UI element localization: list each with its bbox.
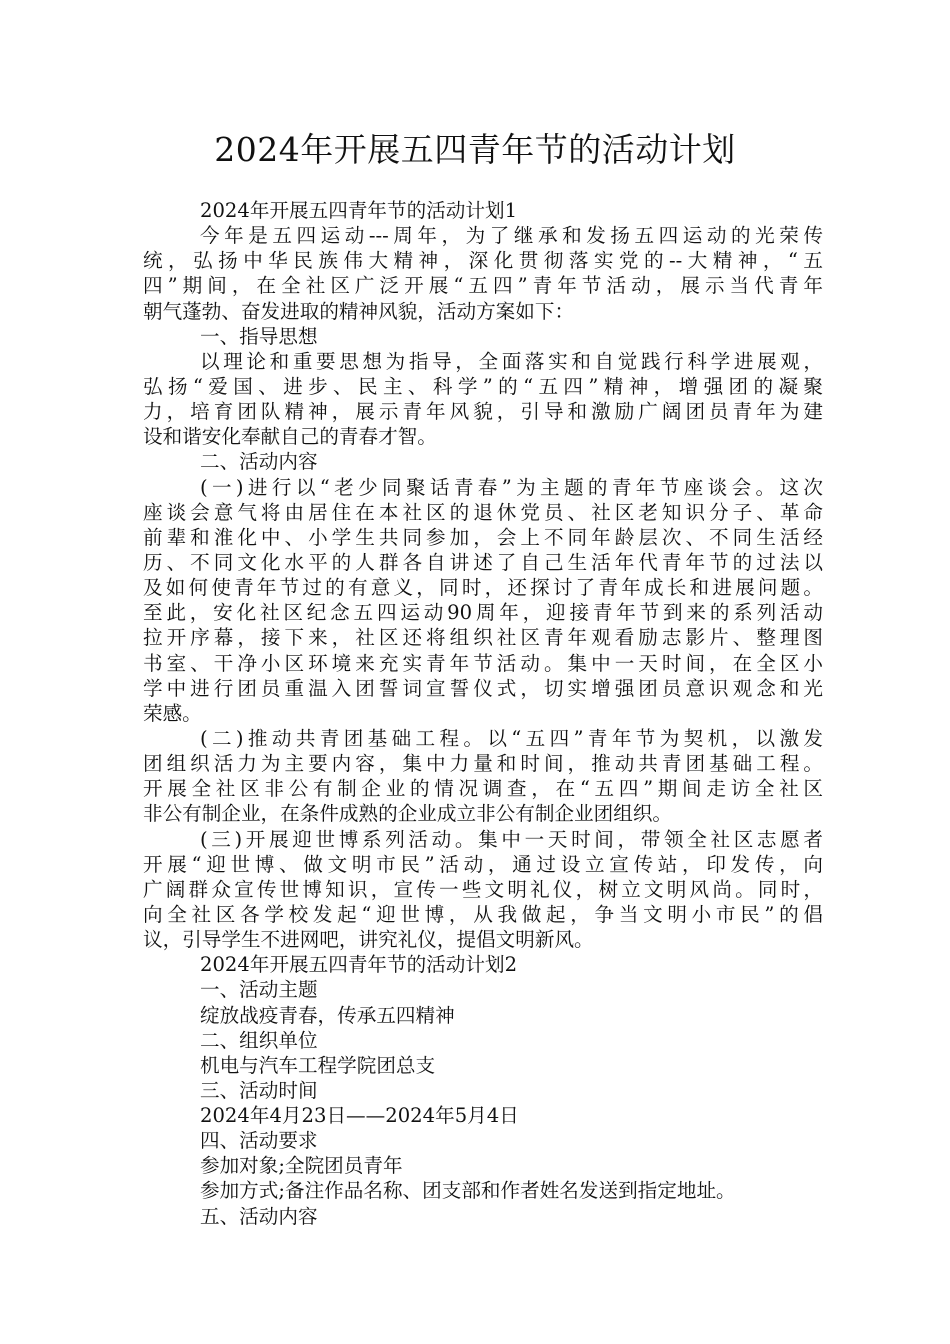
paragraph-line: (二)推动共青团基础工程。以“五四”青年节为契机，以激发 — [200, 726, 823, 750]
document-body — [143, 198, 823, 1229]
paragraph-line: 历、不同文化水平的人群各自讲述了自己生活年代青年节的过法以 — [143, 550, 823, 574]
paragraph-line: 开展全社区非公有制企业的情况调查，在“五四”期间走访全社区 — [143, 777, 823, 801]
paragraph-line: 统，弘扬中华民族伟大精神，深化贯彻落实党的--大精神，“五 — [143, 249, 823, 273]
paragraph-line: 力，培育团队精神，展示青年风貌，引导和激励广阔团员青年为建 — [143, 400, 823, 424]
paragraph-line: 议，引导学生不进网吧，讲究礼仪，提倡文明新风。 — [143, 928, 594, 952]
subheading-activity-time: 三、活动时间 — [200, 1078, 318, 1102]
paragraph-line: 2024年4月23日——2024年5月4日 — [200, 1104, 519, 1128]
subheading-activity-content-2: 五、活动内容 — [200, 1204, 318, 1228]
paragraph-line: 及如何使青年节过的有意义，同时，还探讨了青年成长和进展问题。 — [143, 576, 823, 600]
section-heading-plan-2: 2024年开展五四青年节的活动计划2 — [200, 953, 518, 977]
paragraph-line: 团组织活力为主要内容，集中力量和时间，推动共青团基础工程。 — [143, 752, 823, 776]
paragraph-line: 开展“迎世博、做文明市民”活动，通过设立宣传站，印发传，向 — [143, 852, 823, 876]
paragraph-line: 机电与汽车工程学院团总支 — [200, 1053, 436, 1077]
paragraph-line: 今年是五四运动---周年，为了继承和发扬五四运动的光荣传 — [200, 224, 823, 248]
paragraph-line: 绽放战疫青春，传承五四精神 — [200, 1003, 455, 1027]
paragraph-line: (三)开展迎世博系列活动。集中一天时间，带领全社区志愿者 — [200, 827, 823, 851]
paragraph-line: 四”期间，在全社区广泛开展“五四”青年节活动，展示当代青年 — [143, 274, 823, 298]
subheading-organizer: 二、组织单位 — [200, 1028, 318, 1052]
paragraph-line: 设和谐安化奉献自己的青春才智。 — [143, 425, 437, 449]
paragraph-line: 向全社区各学校发起“迎世博，从我做起，争当文明小市民”的倡 — [143, 902, 823, 926]
paragraph-line: (一)进行以“老少同聚话青春”为主题的青年节座谈会。这次 — [200, 475, 823, 499]
paragraph-line: 广阔群众宣传世博知识，宣传一些文明礼仪，树立文明风尚。同时， — [143, 877, 823, 901]
paragraph-line: 荣感。 — [143, 701, 202, 725]
subheading-activity-requirements: 四、活动要求 — [200, 1129, 318, 1153]
subheading-activity-theme: 一、活动主题 — [200, 978, 318, 1002]
paragraph-line: 非公有制企业，在条件成熟的企业成立非公有制企业团组织。 — [143, 802, 673, 826]
paragraph-line: 至此，安化社区纪念五四运动90周年，迎接青年节到来的系列活动 — [143, 601, 823, 625]
paragraph-line: 书室、干净小区环境来充实青年节活动。集中一天时间，在全区小 — [143, 651, 823, 675]
subheading-activity-content: 二、活动内容 — [200, 450, 318, 474]
subheading-guiding-ideology: 一、指导思想 — [200, 324, 318, 348]
paragraph-line: 参加对象;全院团员青年 — [200, 1154, 403, 1178]
paragraph-line: 前辈和淮化中、小学生共同参加，会上不同年龄层次、不同生活经 — [143, 525, 823, 549]
paragraph-line: 弘扬“爱国、进步、民主、科学”的“五四”精神，增强团的凝聚 — [143, 374, 823, 398]
paragraph-line: 学中进行团员重温入团誓词宣誓仪式，切实增强团员意识观念和光 — [143, 676, 823, 700]
document-title: 2024年开展五四青年节的活动计划 — [214, 130, 736, 169]
paragraph-line: 拉开序幕，接下来，社区还将组织社区青年观看励志影片、整理图 — [143, 626, 823, 650]
paragraph-line: 以理论和重要思想为指导，全面落实和自觉践行科学进展观， — [200, 349, 823, 373]
paragraph-line: 座谈会意气将由居住在本社区的退休党员、社区老知识分子、革命 — [143, 500, 823, 524]
paragraph-line: 参加方式;备注作品名称、团支部和作者姓名发送到指定地址。 — [200, 1179, 736, 1203]
section-heading-plan-1: 2024年开展五四青年节的活动计划1 — [200, 199, 518, 222]
paragraph-line: 朝气蓬勃、奋发进取的精神风貌，活动方案如下： — [143, 299, 575, 323]
